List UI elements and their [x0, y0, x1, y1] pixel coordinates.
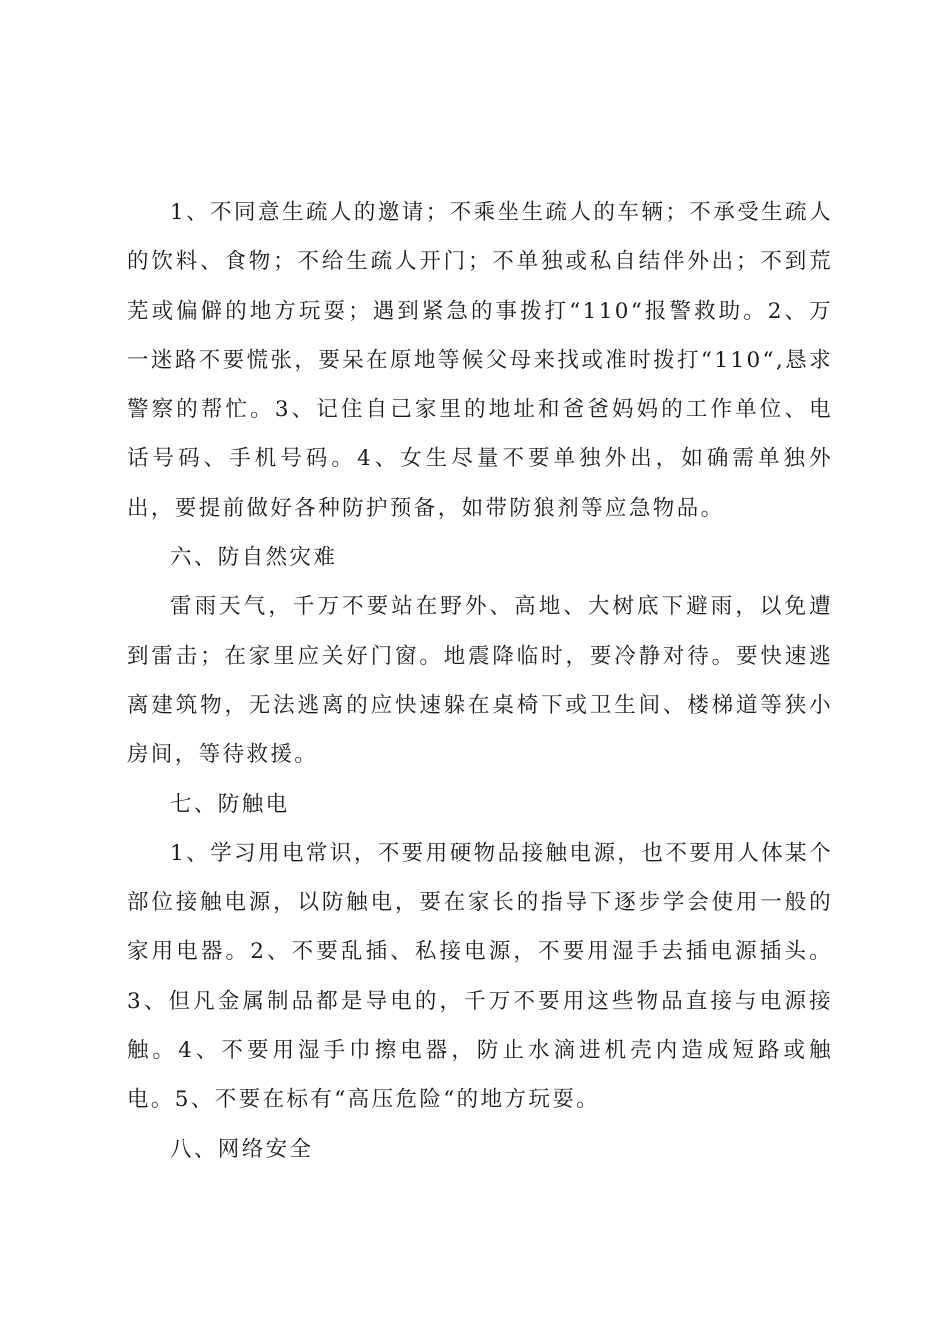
section-heading-electric-shock: 七、防触电	[170, 791, 290, 817]
paragraph-electric-shock: 1、学习用电常识，不要用硬物品接触电源，也不要用人体某个部位接触电源，以防触电，要在家长的指导下逐步学会使用一般的家用电器。2、不要乱插、私接电源，不要用湿手去插电源插头。3、但凡金属制品都是导电的，千万不要用这些物品直接与电源接触。4、不要用湿手巾擦电器，防止水滴进机壳内造成短路或触电。5、不要在标有“高压危险“的地方玩耍。	[127, 840, 833, 1113]
paragraph-natural-disaster: 雷雨天气，千万不要站在野外、高地、大树底下避雨，以免遭到雷击；在家里应关好门窗。地震降临时，要冷静对待。要快速逃离建筑物，无法逃离的应快速躲在桌椅下或卫生间、楼梯道等狭小房间，等待救援。	[127, 594, 833, 768]
document-body	[127, 188, 833, 1174]
section-heading-natural-disaster: 六、防自然灾难	[170, 545, 338, 571]
section-heading-network-safety: 八、网络安全	[170, 1136, 314, 1162]
paragraph-stranger-safety: 1、不同意生疏人的邀请；不乘坐生疏人的车辆；不承受生疏人的饮料、食物；不给生疏人开门；不单独或私自结伴外出；不到荒芜或偏僻的地方玩耍；遇到紧急的事拨打“110“报警救助。2、万一迷路不要慌张，要呆在原地等候父母来找或准时拨打“110“,恳求警察的帮忙。3、记住自己家里的地址和爸爸妈妈的工作单位、电话号码、手机号码。4、女生尽量不要单独外出，如确需单独外出，要提前做好各种防护预备，如带防狼剂等应急物品。	[127, 200, 833, 521]
